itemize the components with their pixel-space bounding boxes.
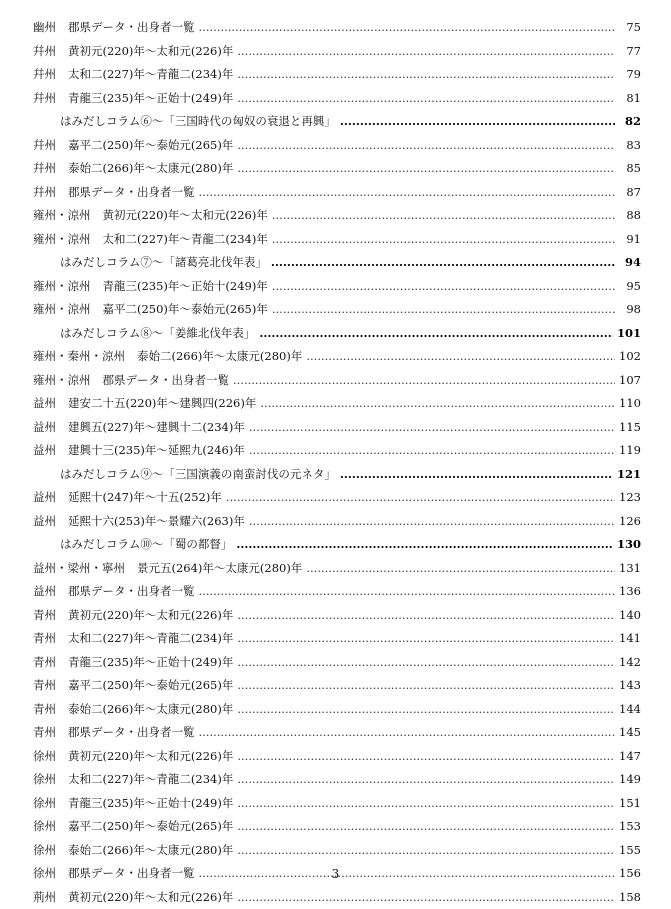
toc-page-number: 101 xyxy=(617,322,641,346)
toc-region: 青州 xyxy=(33,674,56,698)
toc-entry[interactable] xyxy=(33,768,641,792)
toc-region: 雍州・涼州 xyxy=(33,298,91,322)
toc-region: 徐州 xyxy=(33,792,56,816)
toc-page-number: 126 xyxy=(619,510,641,534)
toc-page-number: 153 xyxy=(619,815,641,839)
toc-leader-dots xyxy=(259,322,613,346)
toc-period: 青龍三(235)年～正始十(249)年 xyxy=(68,792,233,816)
toc-page-number: 147 xyxy=(619,745,641,769)
toc-page-number: 155 xyxy=(619,839,641,863)
toc-entry[interactable] xyxy=(33,275,641,299)
toc-period: 郡県データ・出身者一覧 xyxy=(68,721,195,745)
toc-region: 徐州 xyxy=(33,745,56,769)
toc-entry[interactable] xyxy=(33,134,641,158)
toc-leader-dots xyxy=(237,886,615,909)
toc-leader-dots xyxy=(236,533,613,557)
toc-leader-dots xyxy=(226,486,615,510)
toc-entry[interactable] xyxy=(33,839,641,863)
toc-region: 荊州 xyxy=(33,886,56,909)
toc-column-title: はみだしコラム⑥～「三国時代の匈奴の衰退と再興」 xyxy=(60,110,336,134)
toc-leader-dots xyxy=(199,721,616,745)
toc-page-number: 151 xyxy=(619,792,641,816)
toc-leader-dots xyxy=(306,345,615,369)
toc-entry[interactable] xyxy=(33,815,641,839)
toc-leader-dots xyxy=(237,63,615,87)
toc-column-entry[interactable] xyxy=(33,110,641,134)
toc-page-number: 94 xyxy=(619,251,641,275)
toc-leader-dots xyxy=(237,815,615,839)
toc-column-title: はみだしコラム⑩～「蜀の都督」 xyxy=(60,533,232,557)
toc-period: 建安二十五(220)年～建興四(226)年 xyxy=(68,392,256,416)
toc-leader-dots xyxy=(249,416,615,440)
toc-leader-dots xyxy=(271,251,615,275)
toc-entry[interactable] xyxy=(33,486,641,510)
toc-leader-dots xyxy=(249,510,615,534)
toc-region: 青州 xyxy=(33,721,56,745)
toc-region: 幷州 xyxy=(33,40,56,64)
toc-page-number: 77 xyxy=(619,40,641,64)
toc-region: 益州 xyxy=(33,416,56,440)
toc-entry[interactable] xyxy=(33,157,641,181)
toc-region: 雍州・涼州 xyxy=(33,275,91,299)
toc-entry[interactable] xyxy=(33,510,641,534)
toc-entry[interactable] xyxy=(33,392,641,416)
toc-leader-dots xyxy=(237,792,615,816)
toc-period: 郡県データ・出身者一覧 xyxy=(103,369,230,393)
toc-page-number: 81 xyxy=(619,87,641,111)
toc-entry[interactable] xyxy=(33,580,641,604)
toc-period: 郡県データ・出身者一覧 xyxy=(68,580,195,604)
toc-leader-dots xyxy=(199,16,616,40)
toc-page-number: 143 xyxy=(619,674,641,698)
toc-region: 青州 xyxy=(33,698,56,722)
toc-page-number: 115 xyxy=(619,416,641,440)
toc-period: 建興五(227)年～建興十二(234)年 xyxy=(68,416,245,440)
toc-region: 益州 xyxy=(33,580,56,604)
toc-period: 青龍三(235)年～正始十(249)年 xyxy=(103,275,268,299)
toc-period: 太和二(227)年～青龍二(234)年 xyxy=(68,63,233,87)
toc-entry[interactable] xyxy=(33,721,641,745)
toc-page-number: 145 xyxy=(619,721,641,745)
toc-column-entry[interactable] xyxy=(33,251,641,275)
toc-leader-dots xyxy=(306,557,615,581)
toc-region: 青州 xyxy=(33,651,56,675)
toc-region: 幷州 xyxy=(33,134,56,158)
page-number: 3 xyxy=(0,867,671,881)
toc-page-number: 107 xyxy=(619,369,641,393)
toc-leader-dots xyxy=(272,204,615,228)
toc-entry[interactable] xyxy=(33,204,641,228)
toc-leader-dots xyxy=(237,157,615,181)
toc-period: 太和二(227)年～青龍二(234)年 xyxy=(68,627,233,651)
toc-period: 太和二(227)年～青龍二(234)年 xyxy=(68,768,233,792)
toc-leader-dots xyxy=(237,651,615,675)
toc-page-number: 144 xyxy=(619,698,641,722)
toc-leader-dots xyxy=(199,181,616,205)
toc-period: 泰始二(266)年～太康元(280)年 xyxy=(137,345,302,369)
toc-region: 幷州 xyxy=(33,181,56,205)
toc-page-number: 149 xyxy=(619,768,641,792)
toc-period: 郡県データ・出身者一覧 xyxy=(68,16,195,40)
toc-period: 太和二(227)年～青龍二(234)年 xyxy=(103,228,268,252)
toc-leader-dots xyxy=(260,392,615,416)
toc-entry[interactable] xyxy=(33,745,641,769)
toc-entry[interactable] xyxy=(33,886,641,909)
toc-entry[interactable] xyxy=(33,369,641,393)
toc-entry[interactable] xyxy=(33,228,641,252)
toc-leader-dots xyxy=(237,87,615,111)
toc-page-number: 83 xyxy=(619,134,641,158)
toc-entry[interactable] xyxy=(33,651,641,675)
toc-entry[interactable] xyxy=(33,792,641,816)
toc-page-number: 98 xyxy=(619,298,641,322)
toc-page-number: 140 xyxy=(619,604,641,628)
toc-leader-dots xyxy=(272,275,615,299)
toc-period: 延熙十六(253)年～景耀六(263)年 xyxy=(68,510,245,534)
toc-region: 青州 xyxy=(33,627,56,651)
toc-leader-dots xyxy=(272,228,615,252)
toc-period: 黄初元(220)年～太和元(226)年 xyxy=(68,745,233,769)
toc-page-number: 82 xyxy=(619,110,641,134)
toc-column-entry[interactable] xyxy=(33,533,641,557)
toc-leader-dots xyxy=(237,604,615,628)
toc-period: 嘉平二(250)年～泰始元(265)年 xyxy=(68,815,233,839)
toc-region: 雍州・涼州 xyxy=(33,369,91,393)
toc-region: 幷州 xyxy=(33,157,56,181)
toc-page-number: 87 xyxy=(619,181,641,205)
toc-region: 青州 xyxy=(33,604,56,628)
toc-leader-dots xyxy=(237,40,615,64)
toc-leader-dots xyxy=(237,745,615,769)
toc-page-number: 121 xyxy=(617,463,641,487)
toc-leader-dots xyxy=(340,463,613,487)
toc-page-number: 130 xyxy=(617,533,641,557)
toc-page-number: 142 xyxy=(619,651,641,675)
toc-period: 泰始二(266)年～太康元(280)年 xyxy=(68,157,233,181)
toc-leader-dots xyxy=(237,768,615,792)
toc-leader-dots xyxy=(272,298,615,322)
toc-region: 益州 xyxy=(33,392,56,416)
toc-page-number: 88 xyxy=(619,204,641,228)
toc-region: 徐州 xyxy=(33,839,56,863)
toc-entry[interactable] xyxy=(33,63,641,87)
toc-region: 幽州 xyxy=(33,16,56,40)
toc-leader-dots xyxy=(340,110,615,134)
toc-page-number: 75 xyxy=(619,16,641,40)
toc-region: 雍州・涼州 xyxy=(33,204,91,228)
toc-page-number: 110 xyxy=(619,392,641,416)
toc-column-title: はみだしコラム⑧～「姜維北伐年表」 xyxy=(60,322,255,346)
toc-region: 幷州 xyxy=(33,87,56,111)
toc-entry[interactable] xyxy=(33,674,641,698)
toc-page-number: 91 xyxy=(619,228,641,252)
toc-entry[interactable] xyxy=(33,16,641,40)
toc-entry[interactable] xyxy=(33,40,641,64)
toc-leader-dots xyxy=(199,580,616,604)
toc-region: 益州・梁州・寧州 xyxy=(33,557,125,581)
toc-page-number: 123 xyxy=(619,486,641,510)
toc-column-entry[interactable] xyxy=(33,322,641,346)
toc-region: 徐州 xyxy=(33,862,56,886)
toc-period: 青龍三(235)年～正始十(249)年 xyxy=(68,87,233,111)
toc-entry[interactable] xyxy=(33,557,641,581)
toc-column-title: はみだしコラム⑦～「諸葛亮北伐年表」 xyxy=(60,251,267,275)
toc-region: 徐州 xyxy=(33,768,56,792)
toc-page-number: 158 xyxy=(619,886,641,909)
toc-leader-dots xyxy=(237,698,615,722)
toc-leader-dots xyxy=(237,674,615,698)
toc-entry[interactable] xyxy=(33,181,641,205)
toc-leader-dots xyxy=(237,134,615,158)
toc-page-number: 79 xyxy=(619,63,641,87)
toc-column-title: はみだしコラム⑨～「三国演義の南蛮討伐の元ネタ」 xyxy=(60,463,336,487)
toc-page-number: 156 xyxy=(619,862,641,886)
toc-page-number: 141 xyxy=(619,627,641,651)
toc-leader-dots xyxy=(237,839,615,863)
toc-period: 建興十三(235)年～延熙九(246)年 xyxy=(68,439,245,463)
toc-period: 郡県データ・出身者一覧 xyxy=(68,181,195,205)
toc-entry[interactable] xyxy=(33,416,641,440)
toc-period: 泰始二(266)年～太康元(280)年 xyxy=(68,698,233,722)
toc-period: 黄初元(220)年～太和元(226)年 xyxy=(103,204,268,228)
toc-period: 景元五(264)年～太康元(280)年 xyxy=(137,557,302,581)
toc-page-number: 136 xyxy=(619,580,641,604)
toc-region: 益州 xyxy=(33,439,56,463)
toc-period: 嘉平二(250)年～泰始元(265)年 xyxy=(103,298,268,322)
toc-period: 黄初元(220)年～太和元(226)年 xyxy=(68,604,233,628)
toc-page-number: 131 xyxy=(619,557,641,581)
toc-entry[interactable] xyxy=(33,87,641,111)
toc-period: 黄初元(220)年～太和元(226)年 xyxy=(68,40,233,64)
toc-entry[interactable] xyxy=(33,698,641,722)
toc-page-number: 95 xyxy=(619,275,641,299)
toc-period: 泰始二(266)年～太康元(280)年 xyxy=(68,839,233,863)
toc-period: 黄初元(220)年～太和元(226)年 xyxy=(68,886,233,909)
table-of-contents xyxy=(33,16,641,909)
toc-region: 徐州 xyxy=(33,815,56,839)
toc-leader-dots xyxy=(233,369,615,393)
toc-region: 雍州・秦州・涼州 xyxy=(33,345,125,369)
toc-leader-dots xyxy=(249,439,615,463)
toc-entry[interactable] xyxy=(33,439,641,463)
toc-entry[interactable] xyxy=(33,345,641,369)
toc-region: 幷州 xyxy=(33,63,56,87)
toc-page-number: 102 xyxy=(619,345,641,369)
toc-period: 延熙十(247)年～十五(252)年 xyxy=(68,486,222,510)
toc-region: 益州 xyxy=(33,510,56,534)
toc-period: 郡県データ・出身者一覧 xyxy=(68,862,195,886)
toc-period: 嘉平二(250)年～泰始元(265)年 xyxy=(68,674,233,698)
toc-page-number: 85 xyxy=(619,157,641,181)
toc-page-number: 119 xyxy=(619,439,641,463)
toc-region: 益州 xyxy=(33,486,56,510)
toc-entry[interactable] xyxy=(33,604,641,628)
toc-period: 嘉平二(250)年～泰始元(265)年 xyxy=(68,134,233,158)
toc-entry[interactable] xyxy=(33,627,641,651)
toc-period: 青龍三(235)年～正始十(249)年 xyxy=(68,651,233,675)
toc-leader-dots xyxy=(237,627,615,651)
toc-region: 雍州・涼州 xyxy=(33,228,91,252)
toc-entry[interactable] xyxy=(33,298,641,322)
toc-column-entry[interactable] xyxy=(33,463,641,487)
